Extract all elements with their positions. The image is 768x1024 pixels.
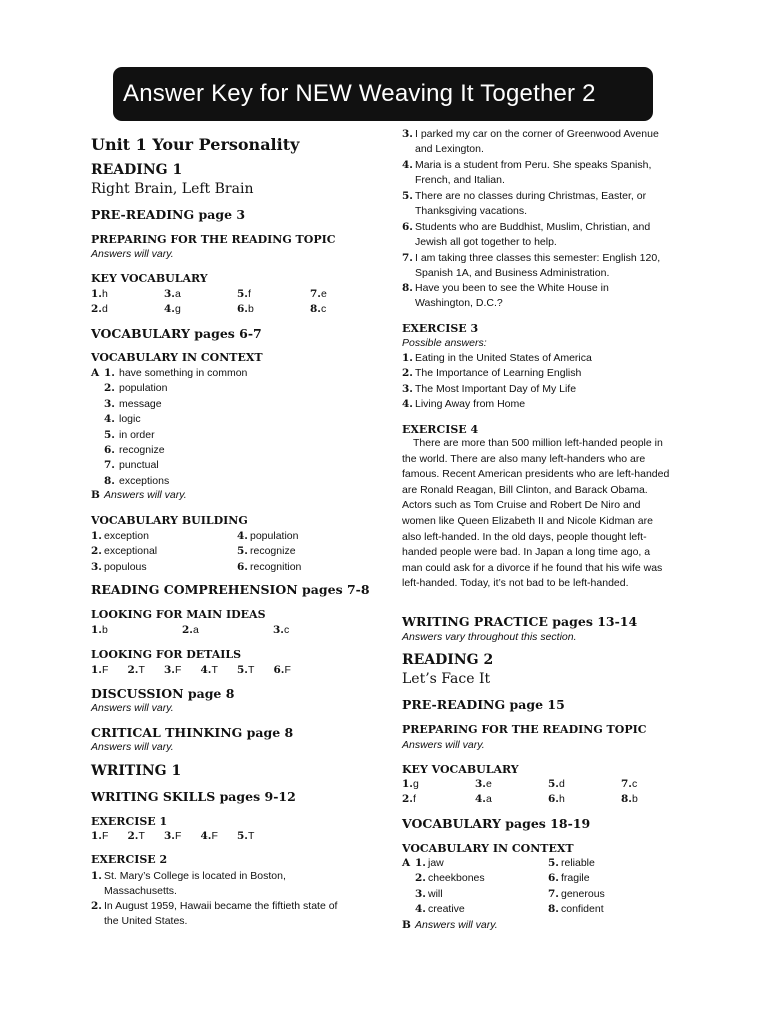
vocab-building-text: populous: [104, 560, 147, 573]
exercise2-line2: Massachusetts.: [104, 885, 177, 898]
reading2-preparing-heading: PREPARING FOR THE READING TOPIC: [402, 723, 647, 736]
exercise3-number: 1.: [402, 352, 413, 364]
exercise1-text: T: [138, 830, 145, 842]
details-number: 4.: [200, 664, 212, 676]
writing-practice-heading: WRITING PRACTICE pages 13-14: [402, 614, 638, 629]
key-vocab-number: 8.: [310, 303, 321, 315]
reading2-heading: READING 2: [402, 652, 494, 668]
reading2-key-vocab-number: 1.: [402, 778, 413, 790]
vocab-context-number: 5.: [104, 428, 115, 441]
reading2-key-vocab-text: f: [413, 793, 416, 805]
vocabulary-heading: VOCABULARY pages 6-7: [91, 326, 262, 341]
exercise3-note: Possible answers:: [402, 337, 487, 349]
exercise3-text: The Importance of Learning English: [415, 367, 582, 380]
vocab-context-text: exceptions: [119, 474, 170, 487]
key-vocab-text: e: [321, 288, 327, 300]
reading2-key-vocab-number: 6.: [548, 793, 559, 805]
details-number: 5.: [237, 664, 248, 676]
reading2-vocab-context-text: fragile: [561, 872, 590, 885]
key-vocab-text: g: [175, 303, 181, 315]
reading2-vocab-context-text: cheekbones: [428, 872, 485, 885]
reading2-vocab-context-b-answer: Answers will vary.: [415, 919, 498, 931]
vocab-context-text: message: [119, 397, 162, 410]
reading2-key-vocab-text: g: [413, 778, 419, 790]
reading2-key-vocab-text: h: [559, 793, 565, 805]
key-vocab-text: d: [102, 303, 108, 315]
reading1-heading: READING 1: [91, 162, 183, 178]
vocab-building-number: 2.: [91, 545, 102, 558]
reading2-vocab-context-text: will: [428, 887, 443, 900]
details-number: 6.: [273, 664, 285, 676]
exercise2-line2: the United States.: [104, 915, 188, 928]
reading2-key-vocab-number: 2.: [402, 793, 413, 805]
critical-thinking-answer: Answers will vary.: [91, 741, 174, 753]
discussion-heading: DISCUSSION page 8: [91, 686, 235, 701]
reading2-vocab-context-number: 1.: [415, 857, 426, 869]
exercise2-line1: St. Mary’s College is located in Boston,: [104, 870, 286, 882]
reading2-vocab-context-text: confident: [561, 903, 604, 916]
exercise3-number: 2.: [402, 367, 413, 380]
exercise2-number: 1.: [91, 870, 102, 882]
details-text: T: [138, 664, 145, 676]
vocab-context-b-answer: Answers will vary.: [104, 489, 187, 501]
reading2-vocab-context-text: generous: [561, 887, 605, 900]
reading2-key-vocab-number: 5.: [548, 778, 559, 790]
exercise2-line1: Maria is a student from Peru. She speaks Spanish,: [415, 159, 652, 171]
exercise2-line2: French, and Italian.: [415, 174, 505, 187]
unit-title: Unit 1 Your Personality: [91, 135, 300, 154]
reading1-subtitle: Right Brain, Left Brain: [91, 181, 254, 197]
exercise2-line1: Have you been to see the White House in: [415, 282, 609, 294]
vocab-building-number: 5.: [237, 545, 248, 558]
reading2-vocab-context-text: jaw: [428, 857, 444, 869]
exercise2-number: 4.: [402, 159, 413, 171]
reading2-key-vocab-text: b: [632, 793, 638, 805]
key-vocab-text: b: [248, 303, 254, 315]
reading2-key-vocab-number: 3.: [475, 778, 486, 790]
preparing-heading: PREPARING FOR THE READING TOPIC: [91, 233, 336, 246]
exercise2-line2: Spanish 1A, and Business Administration.: [415, 267, 610, 280]
exercise1-number: 2.: [127, 830, 139, 842]
exercise1-number: 3.: [164, 830, 175, 842]
vocab-context-text: have something in common: [119, 367, 248, 379]
vocab-context-heading: VOCABULARY IN CONTEXT: [91, 351, 263, 364]
key-vocab-number: 3.: [164, 288, 175, 300]
vocab-context-text: logic: [119, 413, 141, 426]
reading2-key-vocab-text: c: [632, 778, 638, 790]
exercise2-number: 8.: [402, 282, 413, 294]
vocab-context-number: 4.: [104, 413, 115, 426]
exercise2-line1: I parked my car on the corner of Greenwood Avenue: [415, 128, 659, 140]
key-vocab-number: 1.: [91, 288, 102, 300]
vocab-context-number: 3.: [104, 397, 115, 410]
exercise2-line1: I am taking three classes this semester: English 120,: [415, 252, 661, 264]
vocab-context-part-b: B: [91, 489, 100, 501]
exercise2-number: 7.: [402, 252, 413, 264]
key-vocab-number: 4.: [164, 303, 175, 315]
exercise2-line1: In August 1959, Hawaii became the fiftieth state of: [104, 900, 338, 912]
exercise3-text: Eating in the United States of America: [415, 352, 592, 364]
exercise2-line2: Washington, D.C.?: [415, 297, 503, 310]
exercise4-paragraph: There are more than 500 million left-handed people in the world. There are also many left-handers who are famous. Recent American presidents who are left-handed are Ronald Reagan, Bill Clinton, and Barack Obama. Actors such as Tom Cruise and Robert De Niro and women like Queen Elizabeth II and Nicole Kidman are also left-handed. In the old days, people thought left-handed people were bad. In Japan a long time ago, a man could ask for a divorce if he found that his wife was left-handed. Today, it’s not bad to be left-handed.: [402, 437, 670, 590]
exercise2-number: 3.: [402, 128, 413, 140]
key-vocab-number: 6.: [237, 303, 248, 315]
exercise1-text: F: [211, 830, 218, 842]
exercise2-line2: Jewish all got together to help.: [415, 236, 557, 249]
exercise2-heading: EXERCISE 2: [91, 853, 168, 866]
vocab-building-text: exception: [104, 530, 149, 542]
reading2-vocab-context-number: 7.: [548, 887, 559, 900]
vocab-building-number: 3.: [91, 560, 102, 573]
reading2-vocab-context-part-a: A: [402, 857, 411, 869]
reading2-vocab-context-number: 8.: [548, 903, 559, 916]
reading2-key-vocab-number: 7.: [621, 778, 632, 790]
vocab-context-text: in order: [119, 428, 155, 441]
exercise2-number: 6.: [402, 221, 413, 233]
exercise1-text: T: [248, 830, 255, 842]
main-ideas-heading: LOOKING FOR MAIN IDEAS: [91, 608, 266, 621]
exercise2-number: 5.: [402, 190, 413, 202]
reading2-vocab-context-text: reliable: [561, 857, 595, 869]
main-ideas-number: 3.: [273, 624, 284, 636]
pre-reading-heading: PRE-READING page 3: [91, 207, 246, 222]
reading2-key-vocab-number: 8.: [621, 793, 632, 805]
key-vocabulary-heading: KEY VOCABULARY: [91, 272, 208, 285]
details-number: 1.: [91, 664, 102, 676]
exercise3-heading: EXERCISE 3: [402, 322, 479, 335]
exercise1-number: 1.: [91, 830, 102, 842]
writing-practice-answer: Answers vary throughout this section.: [402, 631, 577, 643]
exercise2-line2: Thanksgiving vacations.: [415, 205, 528, 218]
main-ideas-text: b: [102, 624, 108, 636]
reading2-key-vocab-text: a: [486, 793, 492, 805]
key-vocab-number: 2.: [91, 303, 102, 315]
reading2-preparing-answer: Answers will vary.: [402, 739, 485, 751]
details-heading: LOOKING FOR DETAILS: [91, 648, 242, 661]
exercise3-text: The Most Important Day of My Life: [415, 382, 577, 395]
reading2-key-vocab-number: 4.: [475, 793, 486, 805]
vocab-context-number: 7.: [104, 459, 115, 472]
exercise1-text: F: [102, 830, 109, 842]
vocab-building-text: recognize: [250, 545, 296, 558]
main-ideas-text: c: [284, 624, 290, 636]
exercise3-number: 4.: [402, 398, 413, 411]
exercise1-text: F: [175, 830, 182, 842]
reading2-vocab-context-heading: VOCABULARY IN CONTEXT: [402, 842, 574, 855]
vocab-context-number: 8.: [104, 474, 115, 487]
main-ideas-number: 2.: [182, 624, 193, 636]
key-vocab-number: 7.: [310, 288, 321, 300]
reading2-key-vocabulary-heading: KEY VOCABULARY: [402, 763, 519, 776]
exercise2-line2: and Lexington.: [415, 143, 484, 156]
vocab-building-text: exceptional: [104, 545, 158, 558]
vocab-building-number: 1.: [91, 530, 102, 542]
details-number: 3.: [164, 664, 175, 676]
key-vocab-text: a: [175, 288, 181, 300]
vocab-building-text: recognition: [250, 560, 302, 573]
reading2-vocab-context-text: creative: [428, 903, 465, 916]
vocab-context-text: punctual: [119, 459, 159, 472]
exercise2-line1: Students who are Buddhist, Muslim, Christian, and: [415, 221, 651, 233]
reading2-vocab-context-number: 3.: [415, 887, 426, 900]
vocab-building-heading: VOCABULARY BUILDING: [91, 514, 248, 527]
reading2-key-vocab-text: e: [486, 778, 492, 790]
vocab-building-number: 4.: [237, 530, 248, 542]
details-number: 2.: [127, 664, 139, 676]
details-text: F: [175, 664, 182, 676]
reading2-key-vocab-text: d: [559, 778, 565, 790]
key-vocab-text: h: [102, 288, 108, 300]
vocab-context-text: recognize: [119, 444, 165, 456]
vocab-context-number: 6.: [104, 444, 115, 456]
vocab-context-part-a: A: [91, 367, 100, 379]
main-ideas-number: 1.: [91, 624, 102, 636]
details-text: F: [284, 664, 291, 676]
vocab-context-number: 1.: [104, 367, 115, 379]
exercise1-number: 5.: [237, 830, 248, 842]
details-text: F: [102, 664, 109, 676]
writing1-heading: WRITING 1: [91, 763, 182, 779]
vocab-context-text: population: [119, 382, 168, 395]
discussion-answer: Answers will vary.: [91, 702, 174, 714]
reading2-vocab-context-number: 6.: [548, 872, 559, 885]
key-vocab-number: 5.: [237, 288, 248, 300]
vocab-building-text: population: [250, 530, 299, 542]
vocab-building-number: 6.: [237, 560, 248, 573]
critical-thinking-heading: CRITICAL THINKING page 8: [91, 725, 294, 740]
exercise1-number: 4.: [200, 830, 212, 842]
reading2-vocab-context-part-b: B: [402, 919, 411, 931]
exercise2-line1: There are no classes during Christmas, Easter, or: [415, 190, 647, 202]
reading2-vocab-context-number: 2.: [415, 872, 426, 885]
reading2-subtitle: Let’s Face It: [402, 671, 491, 687]
exercise1-heading: EXERCISE 1: [91, 815, 168, 828]
key-vocab-text: c: [321, 303, 327, 315]
reading2-vocab-context-number: 5.: [548, 857, 559, 869]
details-text: T: [211, 664, 218, 676]
reading2-vocab-context-number: 4.: [415, 903, 426, 916]
exercise4-heading: EXERCISE 4: [402, 423, 479, 436]
comprehension-heading: READING COMPREHENSION pages 7-8: [91, 582, 370, 597]
reading2-vocabulary-heading: VOCABULARY pages 18-19: [402, 816, 591, 831]
exercise3-text: Living Away from Home: [415, 398, 526, 411]
vocab-context-number: 2.: [104, 382, 115, 395]
reading2-pre-reading-heading: PRE-READING page 15: [402, 697, 565, 712]
main-ideas-text: a: [193, 624, 199, 636]
details-text: T: [248, 664, 255, 676]
key-vocab-text: f: [248, 288, 251, 300]
page-title: Answer Key for NEW Weaving It Together 2: [113, 67, 653, 121]
exercise2-number: 2.: [91, 900, 102, 912]
exercise3-number: 3.: [402, 382, 413, 395]
preparing-answer: Answers will vary.: [91, 248, 174, 260]
writing-skills-heading: WRITING SKILLS pages 9-12: [91, 789, 296, 804]
